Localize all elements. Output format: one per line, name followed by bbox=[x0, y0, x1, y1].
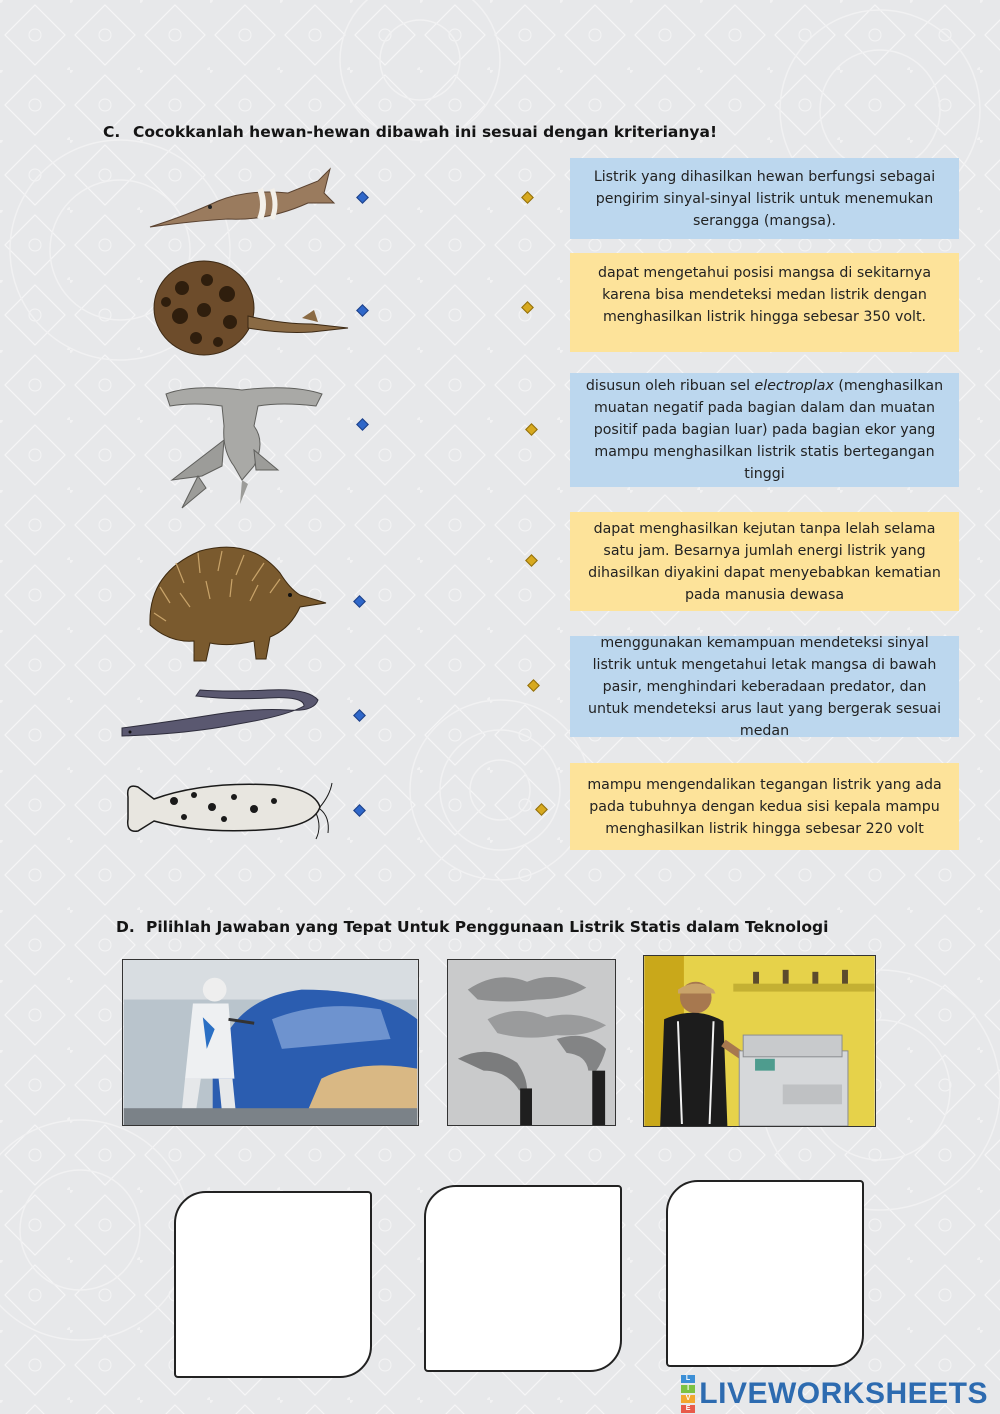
answer-box-3[interactable] bbox=[666, 1180, 864, 1367]
answer-box-2[interactable] bbox=[424, 1185, 622, 1372]
photocopy-machine-photo bbox=[643, 955, 876, 1127]
electric-eel-icon bbox=[118, 684, 328, 744]
criteria-box-6 bbox=[570, 763, 959, 850]
liveworksheets-logo-icon bbox=[681, 1374, 695, 1414]
section-d-title: Pilihlah Jawaban yang Tepat Untuk Penggunaan Listrik Statis dalam Teknologi bbox=[146, 918, 829, 936]
car-spray-painting-photo bbox=[122, 959, 419, 1126]
criteria-text-3: disusun oleh ribuan sel electroplax (menghasilkan muatan negatif pada bagian dalam dan muatan positif pada bagian luar) pada bagian ekor yang mampu menghasilkan listrik statis bertegangan tinggi bbox=[585, 378, 944, 482]
logo-letter-i: I bbox=[681, 1385, 695, 1393]
answer-box-1[interactable] bbox=[174, 1191, 372, 1378]
criteria-text-5: menggunakan kemampuan mendeteksi sinyal listrik untuk mengetahui letak mangsa di bawah pasir, menghindari keberadaan predator, dan untuk mendeteksi arus laut yang bergerak sesuai medan bbox=[587, 634, 942, 739]
elephantnose-fish-icon bbox=[148, 163, 338, 233]
liveworksheets-name: LIVEWORKSHEETS bbox=[699, 1377, 988, 1410]
criteria-box-5 bbox=[570, 636, 959, 737]
criteria-text-1: Listrik yang dihasilkan hewan berfungsi sebagai pengirim sinyal-sinyal listrik untuk menemukan serangga (mangsa). bbox=[593, 168, 936, 229]
factory-chimney-smoke-photo bbox=[447, 959, 616, 1126]
criteria-text-2: dapat mengetahui posisi mangsa di sekitarnya karena bisa mendeteksi medan listrik dengan menghasilkan listrik hingga sebesar 350 volt. bbox=[597, 265, 932, 325]
liveworksheets-logo bbox=[681, 1374, 988, 1414]
criteria-box-2 bbox=[570, 253, 959, 352]
electric-catfish-icon bbox=[124, 773, 334, 843]
criteria-text-6: mampu mengendalikan tegangan listrik yang ada pada tubuhnya dengan kedua sisi kepala mampu menghasilkan listrik hingga sebesar 220 volt bbox=[587, 776, 942, 837]
criteria-box-3 bbox=[570, 373, 959, 487]
echidna-icon bbox=[140, 533, 330, 663]
logo-letter-e: E bbox=[681, 1405, 695, 1413]
criteria-box-1 bbox=[570, 158, 959, 239]
section-c-letter: C. bbox=[103, 123, 121, 141]
criteria-text-4: dapat menghasilkan kejutan tanpa lelah selama satu jam. Besarnya jumlah energi listrik yang dihasilkan diyakini dapat menyebabkan kematian pada manusia dewasa bbox=[588, 520, 941, 603]
electric-ray-icon bbox=[152, 258, 352, 358]
section-d-heading bbox=[116, 918, 828, 936]
section-c-title: Cocokkanlah hewan-hewan dibawah ini sesuai dengan kriterianya! bbox=[133, 123, 718, 141]
section-d-letter: D. bbox=[116, 918, 135, 936]
section-c-heading bbox=[103, 123, 717, 141]
logo-letter-l: L bbox=[681, 1375, 695, 1383]
hammerhead-shark-icon bbox=[162, 380, 332, 510]
criteria-box-4 bbox=[570, 512, 959, 611]
logo-letter-v: V bbox=[681, 1395, 695, 1403]
